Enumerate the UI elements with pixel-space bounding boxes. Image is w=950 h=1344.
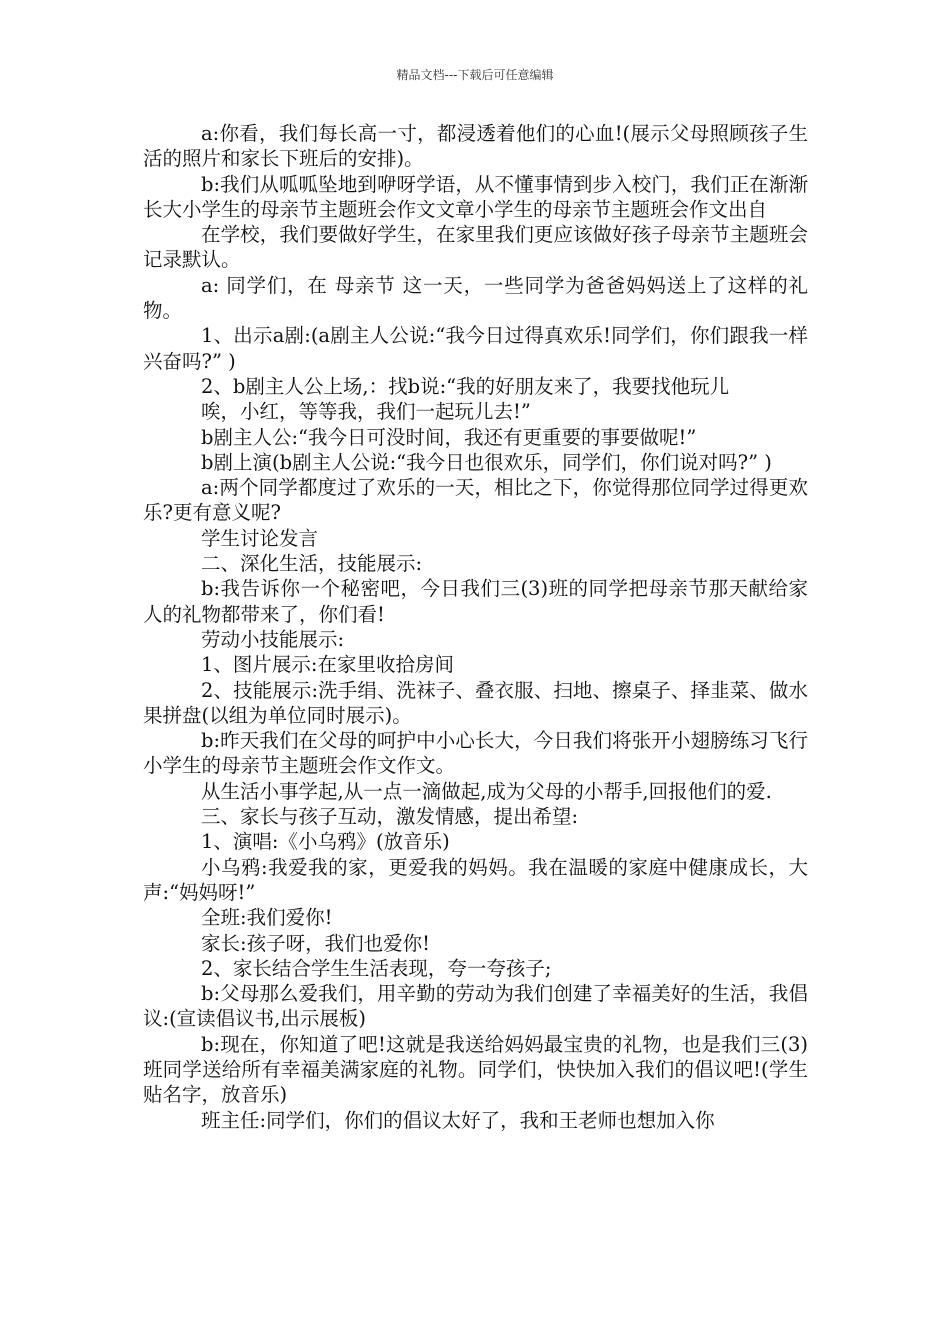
- paragraph: 唉，小红，等等我，我们一起玩儿去!”: [201, 400, 531, 424]
- paragraph: 学生讨论发言: [201, 526, 319, 550]
- paragraph: b剧主人公:“我今日可没时间，我还有更重要的事要做呢!”: [201, 425, 697, 449]
- paragraph: a:两个同学都度过了欢乐的一天，相比之下，你觉得那位同学过得更欢乐?更有意义呢?: [143, 476, 808, 525]
- paragraph: 全班:我们爱你!: [201, 906, 333, 930]
- paragraph: b:我们从呱呱坠地到咿呀学语，从不懂事情到步入校门，我们正在渐渐长大小学生的母亲节主题班会作文文章小学生的母亲节主题班会作文出自: [143, 172, 808, 221]
- paragraph: a: 同学们，在 母亲节 这一天，一些同学为爸爸妈妈送上了这样的礼物。: [143, 273, 808, 323]
- paragraph: 2、技能展示:洗手绢、洗袜子、叠衣服、扫地、擦桌子、择韭菜、做水果拼盘(以组为单位同时展示)。: [143, 678, 808, 727]
- document-body: [143, 121, 808, 1133]
- paragraph: 1、图片展示:在家里收拾房间: [201, 653, 454, 677]
- paragraph: b:我告诉你一个秘密吧，今日我们三(3)班的同学把母亲节那天献给家人的礼物都带来了，你们看!: [143, 577, 808, 626]
- paragraph: 1、演唱:《小乌鸦》(放音乐): [201, 830, 450, 854]
- paragraph: b:现在，你知道了吧!这就是我送给妈妈最宝贵的礼物，也是我们三(3)班同学送给所有幸福美满家庭的礼物。同学们，快快加入我们的倡议吧!(学生贴名字，放音乐): [143, 1032, 808, 1107]
- paragraph: 劳动小技能展示:: [201, 627, 345, 651]
- paragraph: 在学校，我们要做好学生，在家里我们更应该做好孩子母亲节主题班会记录默认。: [143, 223, 808, 272]
- paragraph: b剧上演(b剧主人公说:“我今日也很欢乐，同学们，你们说对吗?” ): [201, 450, 772, 474]
- paragraph: a:你看，我们每长高一寸，都浸透着他们的心血!(展示父母照顾孩子生活的照片和家长下班后的安排)。: [143, 122, 808, 171]
- paragraph: b:父母那么爱我们，用辛勤的劳动为我们创建了幸福美好的生活，我倡议:(宣读倡议书,出示展板): [143, 982, 808, 1031]
- paragraph: 从生活小事学起,从一点一滴做起,成为父母的小帮手,回报他们的爱.: [201, 779, 772, 803]
- paragraph: b:昨天我们在父母的呵护中小心长大，今日我们将张开小翅膀练习飞行小学生的母亲节主题班会作文作文。: [143, 729, 808, 778]
- page-header: 精品文档---下载后可任意编辑: [396, 68, 554, 82]
- paragraph: 三、家长与孩子互动，激发情感，提出希望:: [201, 805, 579, 829]
- paragraph: 2、家长结合学生生活表现，夸一夸孩子;: [201, 956, 552, 980]
- paragraph: 二、深化生活，技能展示:: [201, 552, 423, 576]
- paragraph: 家长:孩子呀，我们也爱你!: [201, 931, 430, 955]
- paragraph: 1、出示a剧:(a剧主人公说:“我今日过得真欢乐!同学们，你们跟我一样兴奋吗?” ): [143, 324, 808, 373]
- paragraph: 小乌鸦:我爱我的家，更爱我的妈妈。我在温暖的家庭中健康成长，大声:“妈妈呀!”: [143, 855, 808, 904]
- paragraph: 2、b剧主人公上场,：找b说:“我的好朋友来了，我要找他玩儿: [201, 374, 730, 398]
- paragraph: 班主任:同学们，你们的倡议太好了，我和王老师也想加入你: [201, 1108, 715, 1132]
